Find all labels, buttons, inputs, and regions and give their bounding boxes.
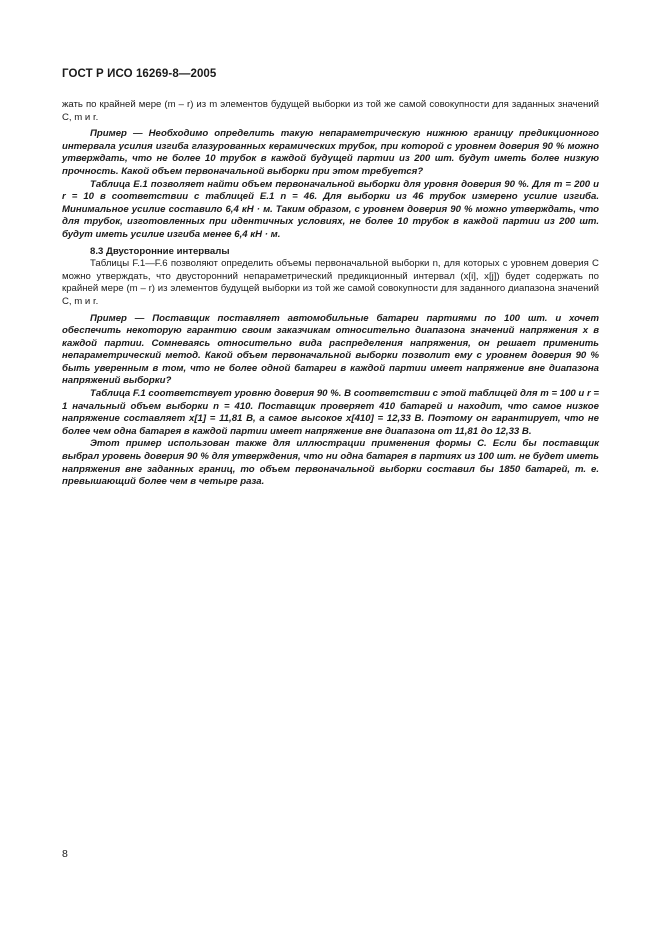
- example-paragraph-1: Пример — Необходимо определить такую непараметрическую нижнюю границу предикционного интервала усилия изгиба глазурованных керамических трубок, при которой с уровнем доверия 90 % можно утверждать, что не более 10 трубок в каждой будущей партии из 200 шт. будут иметь более низкую прочность. Какой объем первоначальной выборки при этом требуется?: [62, 128, 599, 177]
- example-explanation-2: Таблица F.1 соответствует уровню доверия 90 %. В соответствии с этой таблицей для m = 100 и r = 1 начальный объем выборки n = 410. Поставщик проверяет 410 батарей и находит, что самое низкое напряжение составляет x[1] = 11,81 В, а самое высокое x[410] = 12,33 В. Поэтому он гарантирует, что не более чем одна батарея в каждой партии имеет напряжение вне диапазона от 11,81 до 12,33 В.: [62, 388, 599, 437]
- section-heading-8-3: 8.3 Двусторонние интервалы: [90, 245, 230, 257]
- example-explanation-3: Этот пример использован также для иллюстрации применения формы С. Если бы поставщик выбрал уровень доверия 90 % для утверждения, что ни одна батарея в партиях из 100 шт. не будет иметь напряжения вне заданных границ, то объем первоначальной выборки составил бы 1850 батарей, т. е. превышающий более чем в четыре раза.: [62, 438, 599, 488]
- page-content: [62, 99, 599, 489]
- page-number: 8: [62, 848, 68, 860]
- page-header: ГОСТ Р ИСО 16269-8—2005: [62, 68, 217, 80]
- paragraph-continuation: жать по крайней мере (m – r) из m элементов будущей выборки из той же самой совокупности для заданных значений C, m и r.: [62, 99, 599, 123]
- example-explanation-1: Таблица E.1 позволяет найти объем первоначальной выборки для уровня доверия 90 %. Для m = 200 и r = 10 в соответствии с таблицей E.1 n = 46. Для выборки из 46 трубок измерено усилие изгиба. Минимальное усилие составило 6,4 кН · м. Таким образом, с уровнем доверия 90 % можно утверждать, что для трубок, изготовленных при идентичных условиях, не более 10 трубок в каждой партии из 200 шт. будут иметь усилие изгиба менее 6,4 кН · м.: [62, 178, 599, 240]
- section-paragraph: Таблицы F.1—F.6 позволяют определить объемы первоначальной выборки n, для которых с уровнем доверия C можно утверждать, что двусторонний непараметрический предикционный интервал (x[i], x[j]) будет содержать по крайней мере (m – r) из элементов будущей выборки из той же самой совокупности для заданного диапазона значений C, m и r.: [62, 258, 599, 307]
- example-paragraph-2: Пример — Поставщик поставляет автомобильные батареи партиями по 100 шт. и хочет обеспечить некоторую гарантию своим заказчикам относительно диапазона значений напряжения x в каждой партии. Сомневаясь относительно вида распределения напряжения, он решает применить непараметрический метод. Какой объем первоначальной выборки позволит ему с уровнем доверия 90 % быть уверенным в том, что не более одной батареи в каждой партии имеет напряжение вне диапазона напряжений выборки?: [62, 312, 599, 387]
